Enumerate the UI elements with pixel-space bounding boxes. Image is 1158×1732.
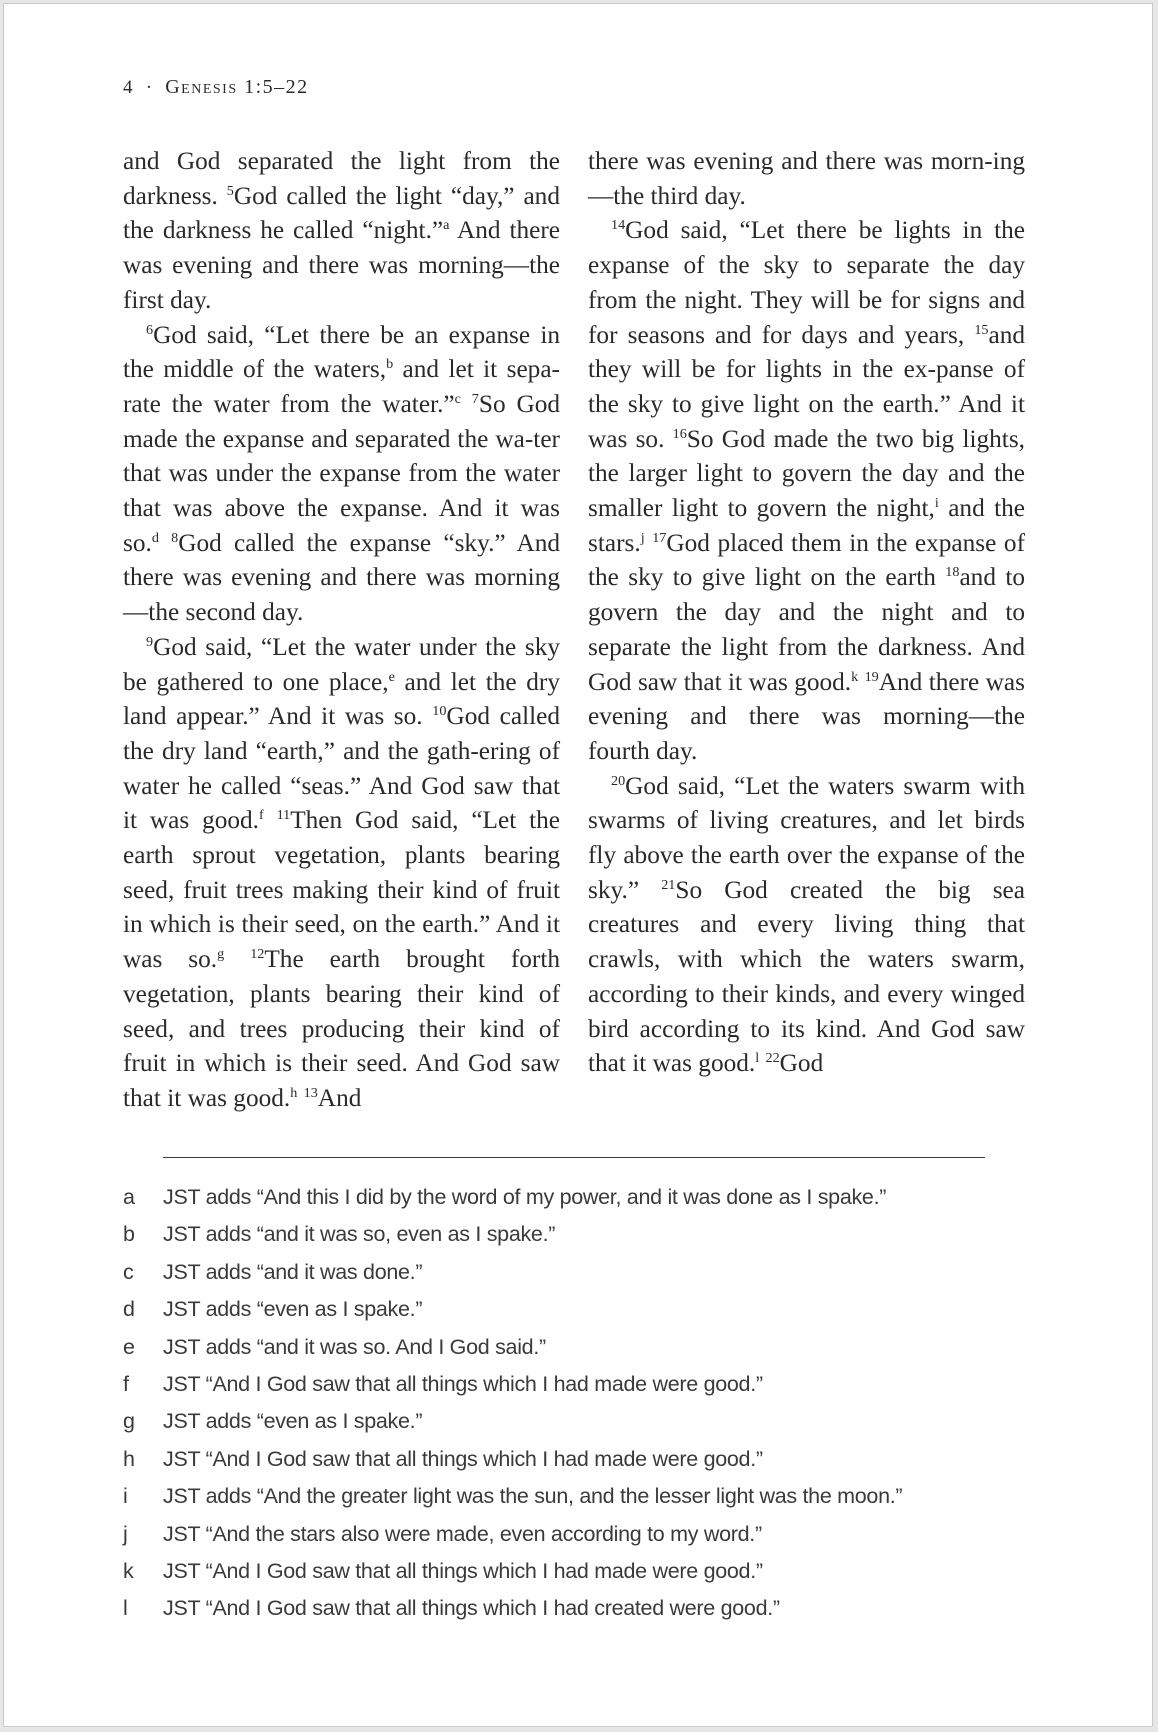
verse-text: and let the dry land appear.” And it was so. bbox=[123, 667, 560, 731]
verse-text: And there was evening and there was morning—the fourth day. bbox=[588, 667, 1025, 765]
book-page bbox=[3, 3, 1153, 1727]
verse-text: Then God said, “Let the earth sprout vegetation, plants bearing seed, fruit trees making their kind of fruit in which is their seed, on the earth.” And it was so. bbox=[123, 806, 561, 974]
footnote-text: JST adds “and it was done.” bbox=[163, 1259, 423, 1284]
verse-number: 12 bbox=[250, 946, 265, 963]
scripture-paragraph bbox=[123, 630, 560, 1116]
verse-text: and let it sepa-rate the water from the water.” bbox=[123, 355, 560, 418]
verse-text: God said, “Let the waters swarm with swarms of living creatures, and let birds fly above the earth over the expanse of the sky.” bbox=[588, 771, 1025, 904]
footnote-letter: e bbox=[123, 1334, 135, 1359]
verse-number: 7 bbox=[471, 391, 479, 408]
verse-number: 22 bbox=[765, 1050, 780, 1067]
verse-text bbox=[224, 945, 250, 973]
verse-text: God said, “Let there be an expanse in the middle of the waters, bbox=[123, 320, 560, 384]
footnote bbox=[123, 1403, 1073, 1440]
footnote-text: JST adds “And this I did by the word of my power, and it was done as I spake.” bbox=[163, 1185, 887, 1209]
header-separator: · bbox=[145, 77, 154, 98]
verse-text: and they will be for lights in the ex-panse of the sky to give light on the earth.” And it was so. bbox=[588, 320, 1025, 453]
verse-text: So God created the big sea creatures and every living thing that crawls, with which the waters swarm, according to their kinds, and every winged bird according to its kind. And God saw that it was good. bbox=[588, 875, 1026, 1078]
verse-text: God said, “Let the water under the sky be gathered to one place, bbox=[123, 632, 560, 696]
verse-number: 19 bbox=[864, 668, 879, 685]
footnote-marker: i bbox=[934, 495, 939, 512]
footnote-letter: l bbox=[123, 1596, 128, 1621]
footnote-letter: c bbox=[123, 1259, 134, 1284]
footnote-text: JST adds “and it was so, even as I spake.” bbox=[163, 1222, 556, 1247]
footnote-marker: d bbox=[151, 529, 159, 546]
verse-number: 13 bbox=[303, 1085, 318, 1102]
verse-number: 16 bbox=[672, 425, 687, 442]
verse-number: 9 bbox=[146, 634, 154, 651]
footnote-text: JST “And I God saw that all things which I had made were good.” bbox=[163, 1558, 763, 1583]
verse-number: 6 bbox=[146, 321, 154, 338]
scripture-paragraph bbox=[588, 769, 1025, 1081]
left-text-column bbox=[123, 144, 560, 1116]
page-number: 4 bbox=[123, 77, 134, 98]
footnote-marker: h bbox=[290, 1085, 298, 1102]
verse-number: 14 bbox=[611, 217, 626, 234]
footnote bbox=[123, 1291, 1073, 1328]
verse-number: 17 bbox=[652, 529, 667, 546]
footnote-marker: k bbox=[851, 668, 859, 685]
verse-number: 20 bbox=[611, 772, 626, 789]
footnote-text: JST “And I God saw that all things which I had made were good.” bbox=[163, 1446, 763, 1471]
verse-text: and the stars. bbox=[588, 494, 1025, 557]
verse-number: 21 bbox=[661, 876, 676, 893]
footnote bbox=[123, 1516, 1073, 1553]
verse-text: God called the dry land “earth,” and the gath-ering of water he called “seas.” And God saw that it was good. bbox=[123, 702, 561, 835]
verse-number: 5 bbox=[226, 182, 234, 199]
verse-text: God placed them in the expanse of the sky to give light on the earth bbox=[588, 528, 1025, 592]
footnote bbox=[123, 1441, 1073, 1478]
footnote-divider bbox=[163, 1157, 985, 1158]
verse-text bbox=[159, 529, 171, 557]
footnote-marker: l bbox=[755, 1050, 760, 1067]
verse-text: God called the expanse “sky.” And there was evening and there was morning—the second day. bbox=[123, 528, 561, 627]
footnote-text: JST “And I God saw that all things which I had created were good.” bbox=[163, 1596, 780, 1621]
footnote bbox=[123, 1478, 1073, 1515]
footnote-marker: g bbox=[217, 946, 225, 963]
footnote-letter: d bbox=[123, 1297, 135, 1322]
scripture-paragraph bbox=[123, 318, 560, 630]
footnote-letter: a bbox=[123, 1185, 135, 1209]
footnote-text: JST adds “even as I spake.” bbox=[163, 1409, 423, 1434]
footnote-letter: j bbox=[123, 1521, 128, 1546]
footnote-text: JST adds “even as I spake.” bbox=[163, 1297, 423, 1322]
verse-text: The earth brought forth vegetation, plants bearing their kind of seed, and trees producing their kind of fruit in which is their seed. And God saw that it was good. bbox=[123, 945, 561, 1112]
footnotes-list bbox=[123, 1179, 1073, 1628]
footnote-letter: h bbox=[123, 1446, 135, 1471]
footnote bbox=[123, 1329, 1073, 1366]
verse-text: and God separated the light from the darkness. bbox=[123, 147, 560, 210]
verse-text: God bbox=[779, 1049, 824, 1078]
footnote bbox=[123, 1179, 1073, 1216]
footnote-text: JST adds “and it was so. And I God said.” bbox=[163, 1334, 546, 1359]
footnote-marker: f bbox=[259, 807, 264, 824]
chapter-reference: Genesis 1:5–22 bbox=[165, 76, 309, 98]
footnote bbox=[123, 1366, 1073, 1403]
footnote-letter: g bbox=[123, 1409, 135, 1434]
footnote-letter: i bbox=[123, 1484, 128, 1509]
footnote-marker: e bbox=[388, 668, 395, 685]
footnote-letter: b bbox=[123, 1222, 135, 1247]
verse-text: there was evening and there was morn-ing—the third day. bbox=[588, 147, 1025, 210]
footnote bbox=[123, 1216, 1073, 1253]
verse-text: And bbox=[317, 1083, 362, 1112]
verse-number: 8 bbox=[171, 529, 179, 546]
footnote bbox=[123, 1590, 1073, 1627]
scripture-paragraph bbox=[588, 213, 1025, 768]
footnote-text: JST “And the stars also were made, even according to my word.” bbox=[163, 1521, 762, 1546]
verse-text: God called the light “day,” and the darkness he called “night.” bbox=[123, 181, 560, 245]
verse-number: 11 bbox=[276, 807, 291, 824]
verse-text bbox=[461, 390, 472, 418]
scripture-paragraph bbox=[123, 144, 560, 318]
verse-text bbox=[264, 806, 277, 834]
verse-number: 18 bbox=[945, 564, 960, 581]
verse-number: 15 bbox=[974, 321, 989, 338]
verse-text: And there was evening and there was morning—the first day. bbox=[123, 216, 560, 314]
footnote-text: JST adds “And the greater light was the sun, and the lesser light was the moon.” bbox=[163, 1484, 903, 1509]
footnote-letter: k bbox=[123, 1558, 134, 1583]
footnote bbox=[123, 1553, 1073, 1590]
footnote-letter: f bbox=[123, 1371, 129, 1396]
footnote-text: JST “And I God saw that all things which I had made were good.” bbox=[163, 1371, 763, 1396]
verse-text: So God made the two big lights, the larger light to govern the day and the smaller light to govern the night, bbox=[588, 424, 1025, 523]
footnote-marker: c bbox=[454, 391, 461, 408]
verse-text: and to govern the day and the night and to separate the light from the darkness. And God saw that it was good. bbox=[588, 563, 1025, 696]
right-text-column bbox=[588, 144, 1025, 1081]
footnote-marker: j bbox=[640, 529, 645, 546]
footnote-marker: a bbox=[443, 217, 450, 234]
scripture-paragraph bbox=[588, 144, 1025, 213]
running-head bbox=[123, 76, 309, 99]
verse-number: 10 bbox=[432, 703, 447, 720]
verse-text: God said, “Let there be lights in the expanse of the sky to separate the day from the night. They will be for signs and for seasons and for days and years, bbox=[588, 216, 1025, 349]
footnote bbox=[123, 1254, 1073, 1291]
verse-text: So God made the expanse and separated the wa-ter that was under the expanse from the water that was above the expanse. And it was so. bbox=[123, 389, 561, 557]
footnote-marker: b bbox=[386, 356, 394, 373]
